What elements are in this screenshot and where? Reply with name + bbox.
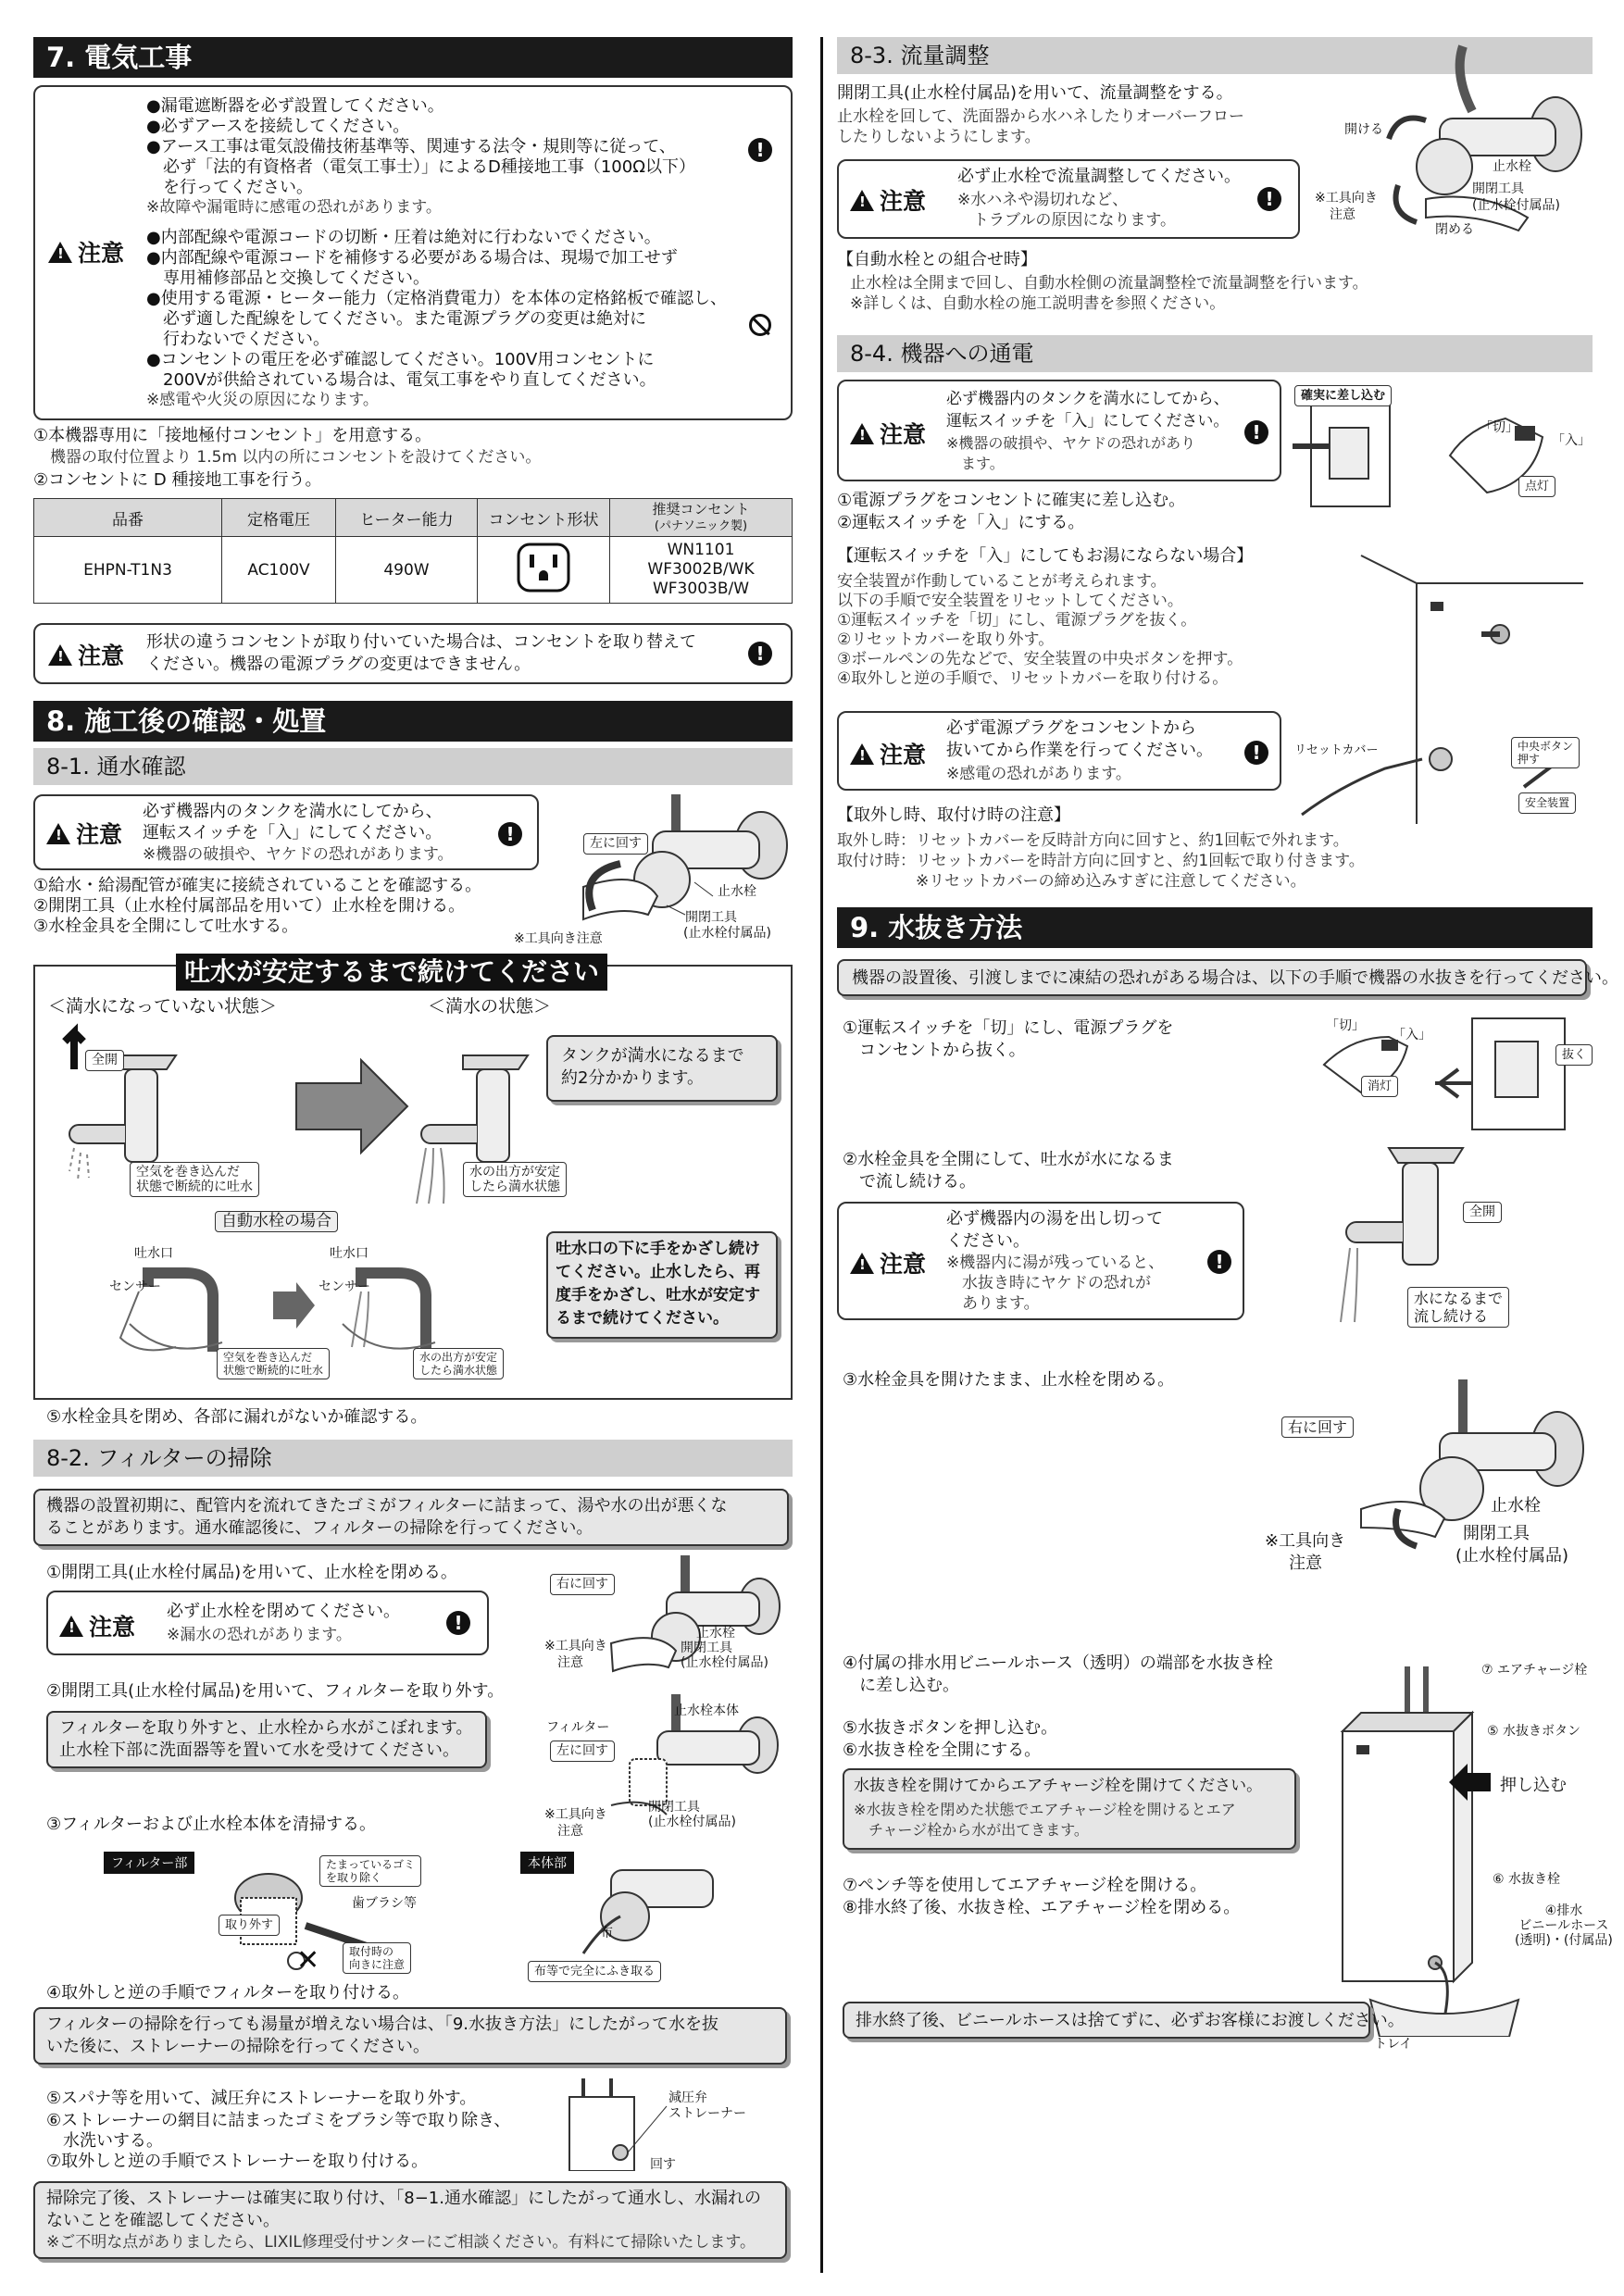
label-center-button: 中央ボタン 押す xyxy=(1511,737,1580,768)
label-valve-body: 止水栓本体 xyxy=(674,1703,739,1718)
s82-step1: ①開閉工具(止水栓付属品)を用いて、止水栓を閉める。 xyxy=(46,1563,457,1582)
label-full: ＜満水の状態＞ xyxy=(428,996,552,1017)
caution-box-84b xyxy=(837,711,1281,791)
label-auto-faucet: 自動水栓の場合 xyxy=(215,1211,338,1232)
label-lit: 点灯 xyxy=(1518,476,1555,497)
s81-step: ③水栓金具を全開にして吐水する。 xyxy=(33,917,299,936)
label-tray: トレイ xyxy=(1374,2037,1413,2052)
s82-step3: ③フィルターおよび止水栓本体を清掃する。 xyxy=(46,1815,376,1834)
caution-box-electrical xyxy=(33,85,793,420)
caution-box-9 xyxy=(837,1202,1244,1320)
warning-icon xyxy=(850,190,874,211)
caution-line: ください。機器の電源プラグの変更はできません。 xyxy=(146,655,531,674)
mandatory-icon: ! xyxy=(498,822,522,846)
label-tool: 開閉工具 xyxy=(648,1800,700,1815)
tank-note-line: タンクが満水になるまで xyxy=(561,1046,744,1066)
filter-intro-box xyxy=(33,1489,789,1546)
label-cloth: 布 xyxy=(600,1926,613,1940)
label-attach: 取付時の 向きに注意 xyxy=(343,1942,411,1974)
label-valve: 止水栓 xyxy=(696,1626,735,1641)
caution-box-82 xyxy=(46,1591,489,1655)
caution-label: !注意 xyxy=(850,183,926,217)
label-air-note: 空気を巻き込んだ 状態で断続的に吐水 xyxy=(130,1162,259,1197)
warning-icon xyxy=(46,823,70,844)
label-turn-right: 右に回す xyxy=(1281,1416,1354,1438)
label-off: 「切」 xyxy=(1326,1018,1365,1033)
label-tool-note: ※工具向き注意 xyxy=(514,931,603,946)
label-off: 「切」 xyxy=(1480,420,1518,435)
tank-note-box xyxy=(546,1035,778,1102)
body-clean-illustration xyxy=(574,1852,741,1963)
caution-note: ※感電の恐れがあります。 xyxy=(946,765,1131,783)
label-spout: 吐水口 xyxy=(134,1246,173,1261)
box-note: ※水抜き栓を閉めた状態でエアチャージ栓を開けるとエア xyxy=(854,1801,1236,1818)
mandatory-icon: ! xyxy=(1244,420,1268,444)
s9-step: ⑥水抜き栓を全開にする。 xyxy=(843,1741,1042,1760)
heater-drain-illustration xyxy=(1333,1666,1593,2037)
s82-step2: ②開閉工具(止水栓付属品)を用いて、フィルターを取り外す。 xyxy=(46,1681,505,1701)
section-8-2-title: 8-2. フィルターの掃除 xyxy=(33,1440,793,1477)
cell-recommended: WN1101 WF3002B/WK WF3003B/W xyxy=(610,537,793,604)
s9-step: ⑧排水終了後、水抜き栓、エアチャージ栓を閉める。 xyxy=(843,1898,1241,1917)
label-tool: 開閉工具 xyxy=(1472,181,1524,196)
cell-outlet-shape xyxy=(478,537,610,604)
s9-step: で流し続ける。 xyxy=(843,1172,976,1192)
label-tool-sub: (止水栓付属品) xyxy=(1455,1546,1569,1566)
text-line: 行わないでください。 xyxy=(146,330,330,349)
label-hose: ④排水 ビニールホース (透明)・(付属品) xyxy=(1515,1903,1613,1948)
s9-step: ⑤水抜きボタンを押し込む。 xyxy=(843,1718,1058,1738)
s83-line: 止水栓を回して、洗面器から水ハネしたりオーバーフロー xyxy=(837,107,1244,126)
prohibited-icon xyxy=(749,314,771,336)
th-model: 品番 xyxy=(34,499,222,537)
text-line: ※故障や漏電時に感電の恐れがあります。 xyxy=(146,198,442,217)
s82-step: ⑦取外しと逆の手順でストレーナーを取り付ける。 xyxy=(46,2152,429,2171)
cell-voltage: AC100V xyxy=(222,537,336,604)
label-filter-part: フィルター部 xyxy=(104,1852,194,1874)
text-line: ③ボールペンの先などで、安全装置の中央ボタンを押す。 xyxy=(837,650,1243,668)
label-stable-note: 水の出方が安定 したら満水状態 xyxy=(463,1162,567,1197)
label-wipe: 布等で完全にふき取る xyxy=(528,1961,661,1982)
label-valve: 止水栓 xyxy=(1493,159,1531,174)
text-line: 必ず適した配線をしてください。また電源プラグの変更は絶対に xyxy=(146,309,646,329)
valve-illustration xyxy=(556,794,793,933)
final-cleaning-box xyxy=(33,2181,787,2259)
label-turn: 回す xyxy=(650,2157,676,2172)
section-7-title: 7. 電気工事 xyxy=(33,37,793,78)
box-line: 水抜き栓を開けてからエアチャージ栓を開けてください。 xyxy=(854,1777,1263,1795)
box-line: フィルターの掃除を行っても湯量が増えない場合は、「9.水抜き方法」にしたがって水を抜 xyxy=(46,2015,719,2034)
caution-note: ※機器内に湯が残っていると、 xyxy=(946,1254,1165,1272)
mandatory-icon: ! xyxy=(446,1611,470,1635)
caution-label: !注意 xyxy=(48,638,124,671)
caution-box-83 xyxy=(837,159,1300,239)
mandatory-icon: ! xyxy=(748,642,772,666)
label-tool-note: ※工具向き xyxy=(544,1807,607,1822)
ng-mark-icon: ✕ xyxy=(296,1944,320,1977)
label-body-part: 本体部 xyxy=(520,1852,574,1874)
label-spout: 吐水口 xyxy=(330,1246,369,1261)
box-line: 止水栓下部に洗面器等を置いて水を受けてください。 xyxy=(59,1741,459,1760)
caution-line: 抜いてから作業を行ってください。 xyxy=(946,741,1213,760)
s7-step2: ②コンセントに D 種接地工事を行う。 xyxy=(33,470,322,490)
label-tool-sub: (止水栓付属品) xyxy=(681,1655,768,1670)
s82-step: 水洗いする。 xyxy=(46,2131,163,2151)
spec-table xyxy=(33,498,793,604)
label-tool-sub: (止水栓付属品) xyxy=(683,926,771,941)
label-stable-note-auto: 水の出方が安定 したら満水状態 xyxy=(413,1348,504,1379)
auto-note-line: 吐水口の下に手をかざし続け xyxy=(556,1240,760,1258)
s9-step: に差し込む。 xyxy=(843,1676,959,1695)
caution-label: !注意 xyxy=(48,235,124,268)
auto-note-line: 度手をかざし、吐水が安定す xyxy=(556,1286,760,1304)
auto-note-line: るまで続けてください。 xyxy=(556,1309,729,1328)
caution-label: !注意 xyxy=(46,817,122,850)
section-8-3-title: 8-3. 流量調整 xyxy=(837,37,1593,74)
caution-label: !注意 xyxy=(850,1246,926,1279)
s84-attach-line: 取外し時：リセットカバーを反時計方向に回すと、約1回転で外れます。 xyxy=(837,831,1349,850)
s9-step: ④付属の排水用ビニールホース（透明）の端部を水抜き栓 xyxy=(843,1653,1273,1673)
label-plug-in: 確実に差し込む xyxy=(1294,385,1392,406)
filter-remove-box xyxy=(46,1711,487,1768)
s82-step: ⑥ストレーナーの網目に詰まったゴミをブラシ等で取り除き、 xyxy=(46,2111,511,2130)
label-tool: 開閉工具 xyxy=(681,1641,732,1655)
warning-icon xyxy=(850,1253,874,1274)
caution-label: !注意 xyxy=(850,737,926,770)
auto-note-line: てください。止水したら、再 xyxy=(556,1263,760,1281)
label-brush: 歯ブラシ等 xyxy=(352,1896,417,1911)
s9-step: ②水栓金具を全開にして、吐水が水になるま xyxy=(843,1150,1174,1169)
s9-step3: ③水栓金具を開けたまま、止水栓を閉める。 xyxy=(843,1370,1175,1390)
text-line: 200Vが供給されている場合は、電気工事をやり直してください。 xyxy=(146,370,656,390)
box-line: ないことを確認してください。 xyxy=(46,2211,280,2230)
caution-label: !注意 xyxy=(59,1609,135,1642)
caution-box-84 xyxy=(837,380,1281,481)
label-tool: 開閉工具 xyxy=(1463,1524,1530,1543)
s81-step: ②開閉工具（止水栓付属部品を用いて）止水栓を開ける。 xyxy=(33,896,466,916)
label-tool-sub: (止水栓付属品) xyxy=(1472,198,1560,213)
s83-auto-title: 【自動水栓との組合せ時】 xyxy=(837,250,1037,269)
label-tool-note: 注意 xyxy=(557,1655,583,1670)
label-tool-note: 注意 xyxy=(557,1824,583,1839)
text-line: ●内部配線や電源コードを補修する必要がある場合は、現場で加工せず xyxy=(146,248,678,268)
label-tool: 開閉工具 xyxy=(685,910,737,925)
s9-step: ⑦ペンチ等を使用してエアチャージ栓を開ける。 xyxy=(843,1876,1207,1895)
label-until-water: 水になるまで 流し続ける xyxy=(1407,1287,1509,1328)
tank-note-line: 約2分かかります。 xyxy=(561,1068,705,1088)
box-note: ※ご不明な点がありましたら、LIXIL修理受付サンターにご相談ください。有料にて掃除いたします。 xyxy=(46,2233,756,2252)
label-tool-note: ※工具向き xyxy=(544,1639,607,1653)
label-turn-left: 左に回す xyxy=(583,833,648,855)
text-line: ●使用する電源・ヒーター能力（定格消費電力）を本体の定格銘板で確認し、 xyxy=(146,289,727,308)
section-8-title: 8. 施工後の確認・処置 xyxy=(33,701,793,742)
text-line: 以下の手順で安全装置をリセットしてください。 xyxy=(837,592,1183,610)
s84-step: ②運転スイッチを「入」にする。 xyxy=(837,513,1085,532)
label-tool-note: 注意 xyxy=(1330,207,1355,222)
box-line: いた後に、ストレーナーの掃除を行ってください。 xyxy=(46,2037,430,2056)
caution-line: ください。 xyxy=(946,1231,1030,1251)
text-line: 必ず「法的有資格者（電気工事士）」によるD種接地工事（100Ω以下） xyxy=(146,157,695,177)
text-line: ④取外しと逆の手順で、リセットカバーを取り付ける。 xyxy=(837,669,1229,688)
s84-trouble-title: 【運転スイッチを「入」にしてもお湯にならない場合】 xyxy=(837,546,1254,566)
strainer-note-box xyxy=(33,2007,787,2065)
caution-note: 水抜き時にヤケドの恐れが xyxy=(946,1274,1151,1292)
s83-auto-line: ※詳しくは、自動水栓の施工説明書を参照ください。 xyxy=(850,294,1226,313)
caution-note: ※漏水の恐れがあります。 xyxy=(167,1626,352,1644)
label-dust: たまっているゴミ を取り除く xyxy=(319,1855,421,1887)
caution-line: 必ず電源プラグをコンセントから xyxy=(946,718,1196,738)
caution-box-outlet xyxy=(33,623,793,684)
caution-line: 運転スイッチを「入」にしてください。 xyxy=(143,823,443,842)
s7-step1: ①本機器専用に「接地極付コンセント」を用意する。 xyxy=(33,426,432,445)
s84-attach-title: 【取外し時、取付け時の注意】 xyxy=(837,805,1070,825)
text-line: ●漏電遮断器を必ず設置してください。 xyxy=(146,96,444,116)
label-valve: 止水栓 xyxy=(1491,1496,1541,1516)
box-note: チャージ栓から水が出てきます。 xyxy=(854,1821,1089,1839)
caution-note: ※水ハネや湯切れなど、 xyxy=(957,191,1129,209)
text-line: 安全装置が作動していることが考えられます。 xyxy=(837,572,1167,591)
s84-attach-line: ※リセットカバーの締め込みすぎに注意してください。 xyxy=(837,872,1306,891)
label-close: 閉める xyxy=(1435,222,1474,237)
outlet-icon xyxy=(516,542,571,593)
intro-line: 機器の設置後、引渡しまでに凍結の恐れがある場合は、以下の手順で機器の水抜きを行ってください。 xyxy=(852,968,1618,988)
label-valve: 止水栓 xyxy=(718,884,756,899)
section-9-title: 9. 水抜き方法 xyxy=(837,907,1593,948)
caution-line: 必ず機器内の湯を出し切って xyxy=(946,1209,1163,1229)
label-drain-valve: ⑥ 水抜き栓 xyxy=(1493,1872,1561,1887)
intro-line: 機器の設置初期に、配管内を流れてきたゴミがフィルターに詰まって、湯や水の出が悪くな xyxy=(46,1496,728,1516)
column-divider xyxy=(820,37,823,2273)
s82-step4: ④取外しと逆の手順でフィルターを取り付ける。 xyxy=(46,1983,409,2003)
label-strainer: ストレーナー xyxy=(668,2106,746,2121)
label-unplug: 抜く xyxy=(1555,1044,1593,1066)
s81-step5: ⑤水栓金具を閉め、各部に漏れがないか確認する。 xyxy=(46,1407,428,1427)
th-heater: ヒーター能力 xyxy=(336,499,478,537)
caution-line: 必ず機器内のタンクを満水にしてから、 xyxy=(946,390,1230,408)
text-line: ②リセットカバーを取り外す。 xyxy=(837,630,1055,649)
label-drain-button: ⑤ 水抜きボタン xyxy=(1487,1724,1581,1739)
intro-line: ることがあります。通水確認後に、フィルターの掃除を行ってください。 xyxy=(46,1518,593,1538)
caution-line: 必ず止水栓で流量調整してください。 xyxy=(957,167,1241,186)
warning-icon xyxy=(850,423,874,444)
caution-line: 運転スイッチを「入」にしてください。 xyxy=(946,412,1230,430)
text-line: ●内部配線や電源コードの切断・圧着は絶対に行わないでください。 xyxy=(146,228,661,247)
label-safety-device: 安全装置 xyxy=(1518,792,1576,814)
caution-note: ます。 xyxy=(946,455,1005,472)
label-reducer: 減圧弁 xyxy=(668,2090,707,2105)
s83-line: 開閉工具(止水栓付属品)を用いて、流量調整をする。 xyxy=(837,83,1233,103)
s83-auto-line: 止水栓は全開まで回し、自動水栓側の流量調整栓で流量調整を行います。 xyxy=(850,274,1368,293)
label-sensor: センサー xyxy=(319,1279,370,1294)
th-outlet: コンセント形状 xyxy=(478,499,610,537)
th-recommended: 推奨コンセント (パナソニック製) xyxy=(610,499,793,537)
text-line: ※感電や火災の原因になります。 xyxy=(146,391,379,409)
label-tool-sub: (止水栓付属品) xyxy=(648,1815,736,1829)
label-reset-cover: リセットカバー xyxy=(1294,743,1379,757)
label-tool-note: ※工具向き xyxy=(1315,191,1378,206)
caution-line: 必ず機器内のタンクを満水にしてから、 xyxy=(143,802,443,821)
caution-note: トラブルの原因になります。 xyxy=(957,211,1176,230)
s81-step: ①給水・給湯配管が確実に接続されていることを確認する。 xyxy=(33,876,482,895)
warning-icon xyxy=(48,644,72,666)
banner-continue: 吐水が安定するまで続けてください xyxy=(176,954,607,991)
text-line: ●必ずアースを接続してください。 xyxy=(146,117,410,136)
label-air-charge: ⑦ エアチャージ栓 xyxy=(1481,1663,1588,1678)
s84-attach-line: 取付け時：リセットカバーを時計方向に回すと、約1回転で取り付きます。 xyxy=(837,852,1365,870)
text-line: ①運転スイッチを「切」にし、電源プラグを抜く。 xyxy=(837,611,1197,630)
text-line: を行ってください。 xyxy=(146,178,313,197)
label-tool-note: 注意 xyxy=(1289,1554,1322,1573)
caution-line: 必ず止水栓を閉めてください。 xyxy=(167,1602,400,1621)
label-turn-right: 右に回す xyxy=(550,1574,615,1595)
text-line: ●アース工事は電気設備技術基準等、関連する法令・規則等に従って、 xyxy=(146,137,676,156)
text-line: ●コンセントの電圧を必ず確認してください。100V用コンセントに xyxy=(146,350,655,369)
caution-line: 形状の違うコンセントが取り付いていた場合は、コンセントを取り替えて xyxy=(146,632,696,652)
s84-step: ①電源プラグをコンセントに確実に差し込む。 xyxy=(837,491,1186,510)
caution-label: !注意 xyxy=(850,417,926,450)
label-open: 開ける xyxy=(1344,122,1383,137)
warning-icon xyxy=(850,743,874,765)
drain-order-box xyxy=(843,1768,1296,1850)
label-full-open: 全開 xyxy=(1463,1202,1502,1223)
mandatory-icon: ! xyxy=(748,138,772,162)
section-8-4-title: 8-4. 機器への通電 xyxy=(837,335,1593,372)
label-air-note-auto: 空気を巻き込んだ 状態で断続的に吐水 xyxy=(217,1348,330,1379)
s7-step1-sub: 機器の取付位置より 1.5m 以内の所にコンセントを設けてください。 xyxy=(50,448,542,467)
label-full-open: 全開 xyxy=(85,1050,124,1071)
label-unlit: 消灯 xyxy=(1361,1076,1398,1097)
caution-box-81 xyxy=(33,794,539,870)
label-on: 「入」 xyxy=(1393,1028,1431,1042)
caution-note: ※機器の破損や、ヤケドの恐れがあり xyxy=(946,434,1196,452)
box-line: 掃除完了後、ストレーナーは確実に取り付け、「8−1.通水確認」にしたがって通水し、水漏れの xyxy=(46,2189,761,2208)
mandatory-icon: ! xyxy=(1257,187,1281,211)
s9-intro-box xyxy=(837,959,1618,996)
label-turn-left: 左に回す xyxy=(550,1741,615,1762)
label-tool-note: ※工具向き xyxy=(1265,1531,1346,1551)
caution-note: ※機器の破損や、ヤケドの恐れがあります。 xyxy=(143,845,454,864)
th-voltage: 定格電圧 xyxy=(222,499,336,537)
label-filter: フィルター xyxy=(546,1720,610,1735)
s9-step: コンセントから抜く。 xyxy=(843,1041,1026,1060)
s83-line: したりしないようにします。 xyxy=(837,128,1041,146)
warning-icon xyxy=(48,242,72,263)
hose-handover-box xyxy=(843,2002,1405,2039)
auto-note-box xyxy=(546,1231,778,1339)
label-on: 「入」 xyxy=(1552,433,1591,448)
section-8-1-title: 8-1. 通水確認 xyxy=(33,748,793,785)
s82-step: ⑤スパナ等を用いて、減圧弁にストレーナーを取り外す。 xyxy=(46,2089,477,2108)
cell-model: EHPN-T1N3 xyxy=(34,537,222,604)
mandatory-icon: ! xyxy=(1244,741,1268,765)
text-line: 専用補修部品と交換してください。 xyxy=(146,268,430,288)
cell-heater: 490W xyxy=(336,537,478,604)
mandatory-icon: ! xyxy=(1207,1250,1231,1274)
s9-step: ①運転スイッチを「切」にし、電源プラグを xyxy=(843,1018,1174,1038)
label-sensor: センサー xyxy=(109,1279,161,1294)
box-line: フィルターを取り外すと、止水栓から水がこぼれます。 xyxy=(59,1718,473,1738)
label-remove: 取り外す xyxy=(219,1915,280,1936)
warning-icon xyxy=(59,1616,83,1637)
label-not-full: ＜満水になっていない状態＞ xyxy=(48,996,278,1017)
caution-note: あります。 xyxy=(946,1294,1040,1313)
label-push: 押し込む xyxy=(1500,1776,1567,1795)
box-line: 排水終了後、ビニールホースは捨てずに、必ずお客様にお渡しください。 xyxy=(856,2011,1405,2030)
valve-close-illustration xyxy=(593,1555,787,1694)
